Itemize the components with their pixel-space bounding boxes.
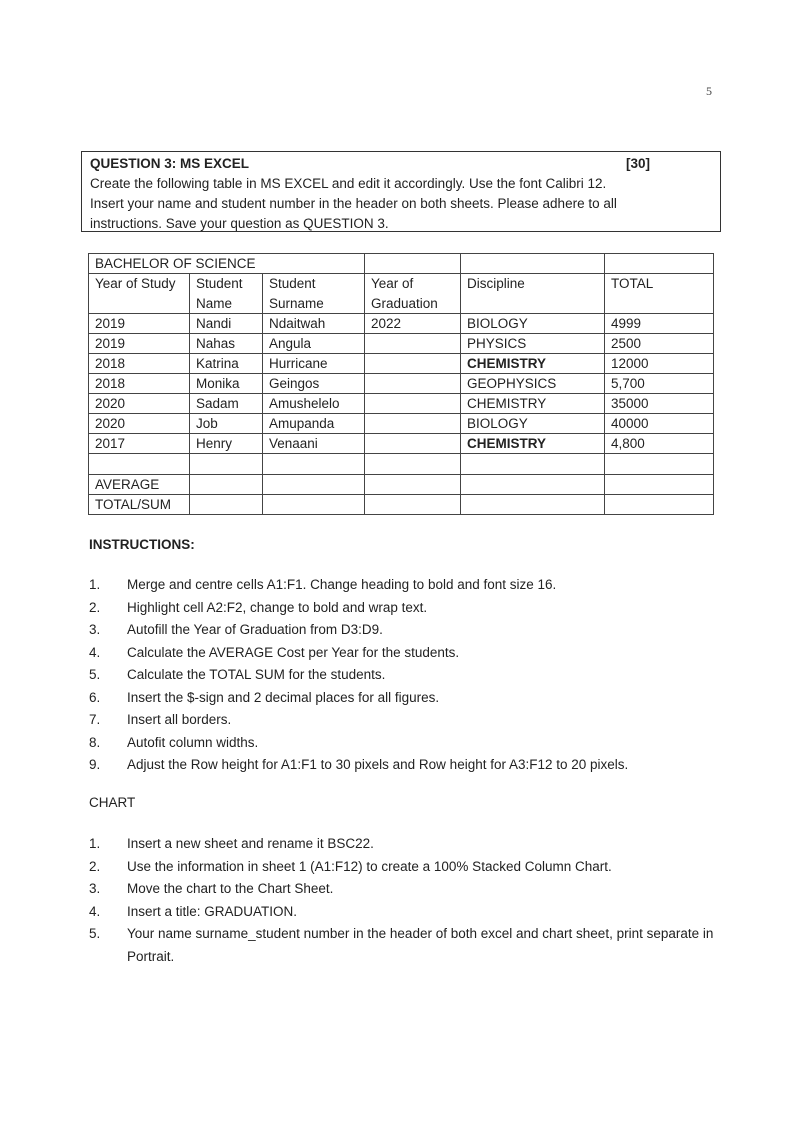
list-item [89,687,719,710]
table-cell: Nahas [190,334,263,354]
item-text: Insert the $-sign and 2 decimal places for all figures. [127,689,440,705]
table-cell: PHYSICS [461,334,605,354]
table-cell [263,495,365,515]
column-header: Discipline [461,274,605,314]
item-number: 5. [89,667,101,682]
table-cell [605,254,714,274]
table-row [89,394,714,414]
table-cell: 12000 [605,354,714,374]
item-number: 4. [89,903,101,919]
table-cell: 2020 [89,394,190,414]
table-cell [263,454,365,475]
table-title: BACHELOR OF SCIENCE [89,254,263,274]
table-cell [365,414,461,434]
list-item [89,878,719,901]
chart-heading: CHART [89,795,136,810]
table-blank-row [89,454,714,475]
item-text: Calculate the AVERAGE Cost per Year for the students. [127,644,460,660]
item-text: Merge and centre cells A1:F1. Change heading to bold and font size 16. [127,577,557,592]
data-table [88,253,714,515]
column-header: Student Surname [263,274,365,314]
table-cell [461,495,605,515]
table-cell [365,374,461,394]
table-cell: Amupanda [263,414,365,434]
table-row [89,314,714,334]
table-cell [365,475,461,495]
item-number: 2. [89,858,101,874]
list-item [89,856,719,879]
list-item [89,901,719,924]
page-number: 5 [706,84,712,98]
item-number: 4. [89,644,101,660]
table-cell [605,454,714,475]
list-item [89,732,719,755]
list-item [89,664,719,687]
table-cell [365,454,461,475]
list-item [89,923,719,968]
table-cell: 4,800 [605,434,714,454]
item-number: 8. [89,734,101,750]
question-heading [90,154,712,174]
table-cell [263,475,365,495]
table-cell: CHEMISTRY [461,434,605,454]
total-sum-label: TOTAL/SUM [89,495,190,515]
item-text: Your name surname_student number in the header of both excel and chart sheet, print separate in Portrait. [127,926,714,964]
table-cell: Hurricane [263,354,365,374]
item-number: 1. [89,836,101,851]
column-header: Student Name [190,274,263,314]
table-cell [365,434,461,454]
column-header: Year of Graduation [365,274,461,314]
table-cell [605,495,714,515]
item-text: Use the information in sheet 1 (A1:F12) to create a 100% Stacked Column Chart. [127,858,612,874]
table-cell: Geingos [263,374,365,394]
table-cell: BIOLOGY [461,414,605,434]
table-row [89,414,714,434]
question-title: QUESTION 3: MS EXCEL [90,156,250,171]
question-line: Create the following table in MS EXCEL and edit it accordingly. Use the font Calibri 12. [90,176,607,191]
list-item [89,597,719,620]
table-cell [365,354,461,374]
table-cell: BIOLOGY [461,314,605,334]
table-footer-row [89,475,714,495]
table-cell [263,254,365,274]
table-cell [365,394,461,414]
table-row [89,334,714,354]
list-item [89,619,719,642]
item-text: Autofit column widths. [127,734,259,750]
list-item [89,709,719,732]
table-cell: Sadam [190,394,263,414]
item-number: 1. [89,577,101,592]
question-marks: [30] [625,156,650,171]
table-cell: Amushelelo [263,394,365,414]
list-item [89,574,719,597]
table-cell: 2019 [89,334,190,354]
instructions-list [89,574,719,777]
table-cell: 2019 [89,314,190,334]
table-cell: 2020 [89,414,190,434]
table-cell [461,475,605,495]
table-cell: GEOPHYSICS [461,374,605,394]
item-text: Move the chart to the Chart Sheet. [127,881,334,896]
table-row [89,374,714,394]
table-cell: Nandi [190,314,263,334]
item-text: Insert all borders. [127,712,232,727]
table-cell: Venaani [263,434,365,454]
table-cell: Henry [190,434,263,454]
item-text: Adjust the Row height for A1:F1 to 30 pixels and Row height for A3:F12 to 20 pixels. [127,757,629,772]
item-text: Calculate the TOTAL SUM for the students. [127,667,386,682]
item-number: 5. [89,926,101,941]
column-header: Year of Study [89,274,190,314]
question-box [81,151,721,232]
table-header-row [89,274,714,314]
table-cell: 5,700 [605,374,714,394]
list-item [89,642,719,665]
list-item [89,833,719,856]
table-row [89,354,714,374]
table-cell: 2022 [365,314,461,334]
table-cell: 40000 [605,414,714,434]
table-row [89,434,714,454]
chart-instructions-list [89,833,719,968]
item-number: 9. [89,757,101,772]
table-cell [365,254,461,274]
item-text: Insert a new sheet and rename it BSC22. [127,836,374,851]
item-number: 7. [89,712,101,727]
question-line: Insert your name and student number in the header on both sheets. Please adhere to all [90,196,617,211]
item-text: Highlight cell A2:F2, change to bold and wrap text. [127,599,428,615]
instructions-heading: INSTRUCTIONS: [89,537,195,552]
table-cell [461,454,605,475]
table-cell [461,254,605,274]
item-text: Insert a title: GRADUATION. [127,903,298,919]
table-cell: Monika [190,374,263,394]
table-cell: 2500 [605,334,714,354]
table-footer-row [89,495,714,515]
table-cell [605,475,714,495]
table-cell [190,454,263,475]
item-number: 3. [89,881,101,896]
table-cell: CHEMISTRY [461,354,605,374]
table-cell: CHEMISTRY [461,394,605,414]
table-cell: Job [190,414,263,434]
column-header: TOTAL [605,274,714,314]
item-number: 3. [89,622,101,637]
item-text: Autofill the Year of Graduation from D3:D9. [127,622,383,637]
table-cell: 2018 [89,354,190,374]
average-label: AVERAGE [89,475,190,495]
table-title-row [89,254,714,274]
table-cell: Katrina [190,354,263,374]
table-cell: 2018 [89,374,190,394]
table-cell: 4999 [605,314,714,334]
table-cell [190,495,263,515]
table-cell [89,454,190,475]
table-cell: Ndaitwah [263,314,365,334]
list-item [89,754,719,777]
table-cell: 35000 [605,394,714,414]
item-number: 2. [89,599,101,615]
question-line: instructions. Save your question as QUESTION 3. [90,216,389,231]
table-cell: 2017 [89,434,190,454]
table-cell: Angula [263,334,365,354]
table-cell [365,334,461,354]
item-number: 6. [89,689,101,705]
table-cell [365,495,461,515]
table-cell [190,475,263,495]
